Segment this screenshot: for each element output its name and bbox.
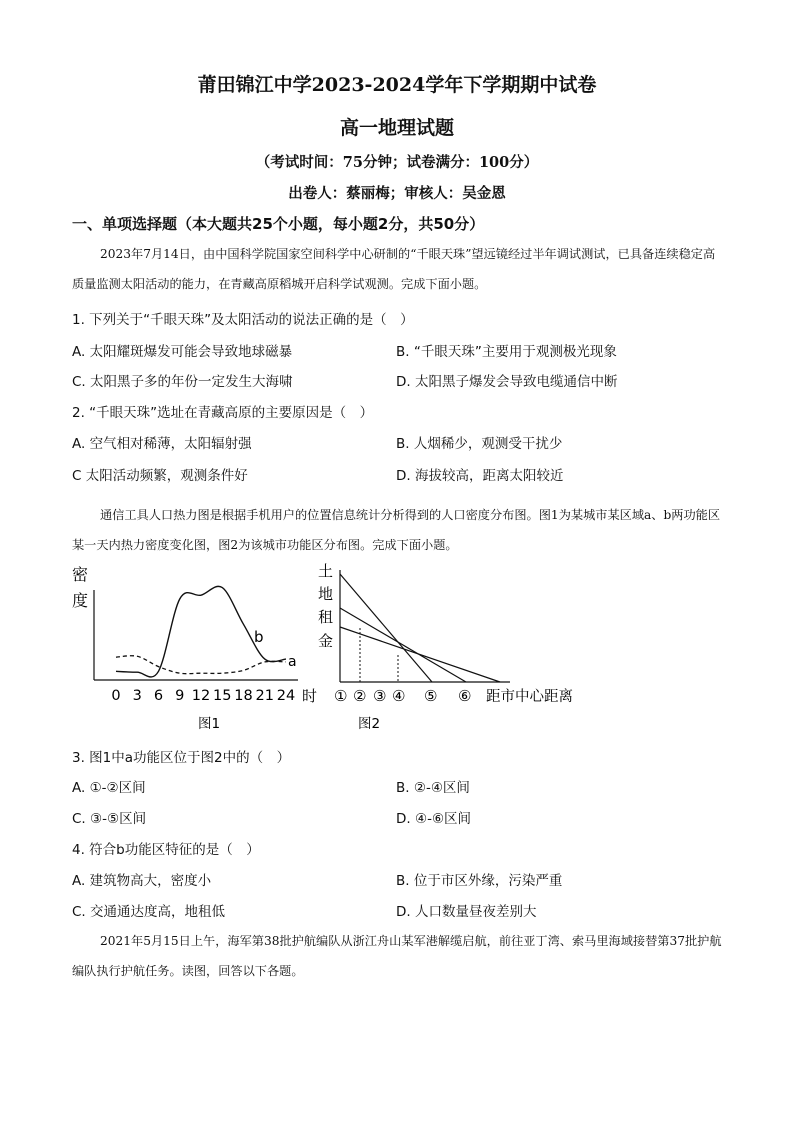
fig1-tick-label: 21 (255, 688, 274, 704)
fig1-tick-label: 9 (175, 688, 185, 704)
fig2-mark-6: ⑥ (458, 687, 472, 705)
passage-3-text: 2021年5月15日上午，海军第38批护航编队从浙江舟山某军港解缆启航，前往亚丁湾、索马里海域接替第37批护航编队执行护航任务。读图，回答以下各题。 (72, 934, 722, 978)
question-4-option-d: D. 人口数量昼夜差别大 (396, 904, 537, 920)
fig1-caption: 图1 (198, 716, 221, 732)
fig2-rent-line-steep (340, 574, 432, 682)
fig1-tick-label: 12 (191, 688, 211, 704)
passage-2-text: 通信工具人口热力图是根据手机用户的位置信息统计分析得到的人口密度分布图。图1为某城市某区域a、b两功能区某一天内热力密度变化图，图2为该城市功能区分布图。完成下面小题。 (72, 508, 721, 552)
question-3-option-d: D. ④-⑥区间 (396, 811, 472, 827)
fig2-mark-4: ④ (392, 687, 406, 705)
exam-title: 莆田锦江中学2023-2024学年下学期期中试卷 (197, 74, 597, 96)
fig1-label-a: a (288, 654, 297, 670)
passage-2 (72, 500, 722, 560)
passage-1-text: 2023年7月14日，由中国科学院国家空间科学中心研制的“千眼天珠”望远镜经过半年调试测试，已具备连续稳定高质量监测太阳活动的能力，在青藏高原稻城开启科学试观测。完成下面小题。 (72, 247, 716, 291)
figure-1-density-chart (66, 558, 336, 736)
figure-2-land-rent-chart (314, 558, 614, 736)
fig2-ylabel-3: 租 (318, 608, 334, 626)
fig2-ylabel-2: 地 (318, 585, 334, 603)
question-3-option-b: B. ②-④区间 (396, 780, 470, 796)
exam-authors: 出卷人：蔡丽梅；审核人：吴金恩 (288, 185, 506, 202)
fig2-mark-5: ⑤ (424, 687, 438, 705)
question-1-option-d: D. 太阳黑子爆发会导致电缆通信中断 (396, 374, 618, 390)
fig2-mark-3: ③ (373, 687, 387, 705)
fig1-tick-label: 0 (111, 688, 121, 704)
question-4-option-b: B. 位于市区外缘，污染严重 (396, 873, 563, 889)
question-3-option-a: A. ①-②区间 (72, 780, 146, 796)
question-2-option-c: C 太阳活动频繁，观测条件好 (72, 468, 248, 484)
question-3-option-c: C. ③-⑤区间 (72, 811, 147, 827)
fig1-x-unit: 时 (302, 687, 318, 705)
fig2-ylabel-4: 金 (318, 632, 334, 650)
fig1-tick-label: 15 (213, 688, 232, 704)
question-1-stem: 1. 下列关于“千眼天珠”及太阳活动的说法正确的是（ ） (72, 312, 414, 328)
fig2-caption: 图2 (358, 716, 381, 732)
question-3-stem: 3. 图1中a功能区位于图2中的（ ） (72, 750, 291, 766)
exam-subtitle: 高一地理试题 (339, 117, 454, 139)
fig1-ylabel-1: 密 (72, 565, 89, 584)
question-2-stem: 2. “千眼天珠”选址在青藏高原的主要原因是（ ） (72, 405, 374, 421)
fig1-label-b: b (254, 628, 264, 646)
fig1-tick-label: 6 (153, 688, 164, 704)
question-1-option-b: B. “千眼天珠”主要用于观测极光现象 (396, 344, 617, 360)
fig1-tick-label: 18 (234, 688, 253, 704)
passage-3 (72, 926, 722, 986)
fig1-tick-label: 3 (132, 688, 142, 704)
question-4-stem: 4. 符合b功能区特征的是（ ） (72, 842, 260, 858)
fig1-ylabel-2: 度 (72, 591, 89, 610)
question-2-option-a: A. 空气相对稀薄，太阳辐射强 (72, 436, 252, 452)
exam-info: （考试时间：75分钟；试卷满分：100分） (255, 154, 539, 171)
question-4-option-a: A. 建筑物高大，密度小 (72, 873, 212, 889)
section-heading: 一、单项选择题（本大题共25个小题，每小题2分，共50分） (72, 215, 485, 233)
question-1-option-c: C. 太阳黑子多的年份一定发生大海啸 (72, 374, 293, 390)
fig2-xlabel: 距市中心距离 (486, 689, 573, 705)
fig2-rent-line-gentle (340, 627, 500, 682)
fig2-rent-line-medium (340, 608, 466, 682)
fig1-series-a-line (116, 656, 286, 674)
fig1-tick-label: 24 (276, 688, 296, 704)
fig2-ylabel-1: 土 (318, 562, 334, 580)
fig2-mark-2: ② (353, 687, 367, 705)
question-2-option-b: B. 人烟稀少，观测受干扰少 (396, 436, 563, 452)
question-4-option-c: C. 交通通达度高，地租低 (72, 904, 226, 920)
question-1-option-a: A. 太阳耀斑爆发可能会导致地球磁暴 (72, 344, 293, 360)
passage-1 (72, 239, 722, 299)
question-2-option-d: D. 海拔较高，距离太阳较近 (396, 468, 564, 484)
fig2-mark-1: ① (334, 687, 348, 705)
